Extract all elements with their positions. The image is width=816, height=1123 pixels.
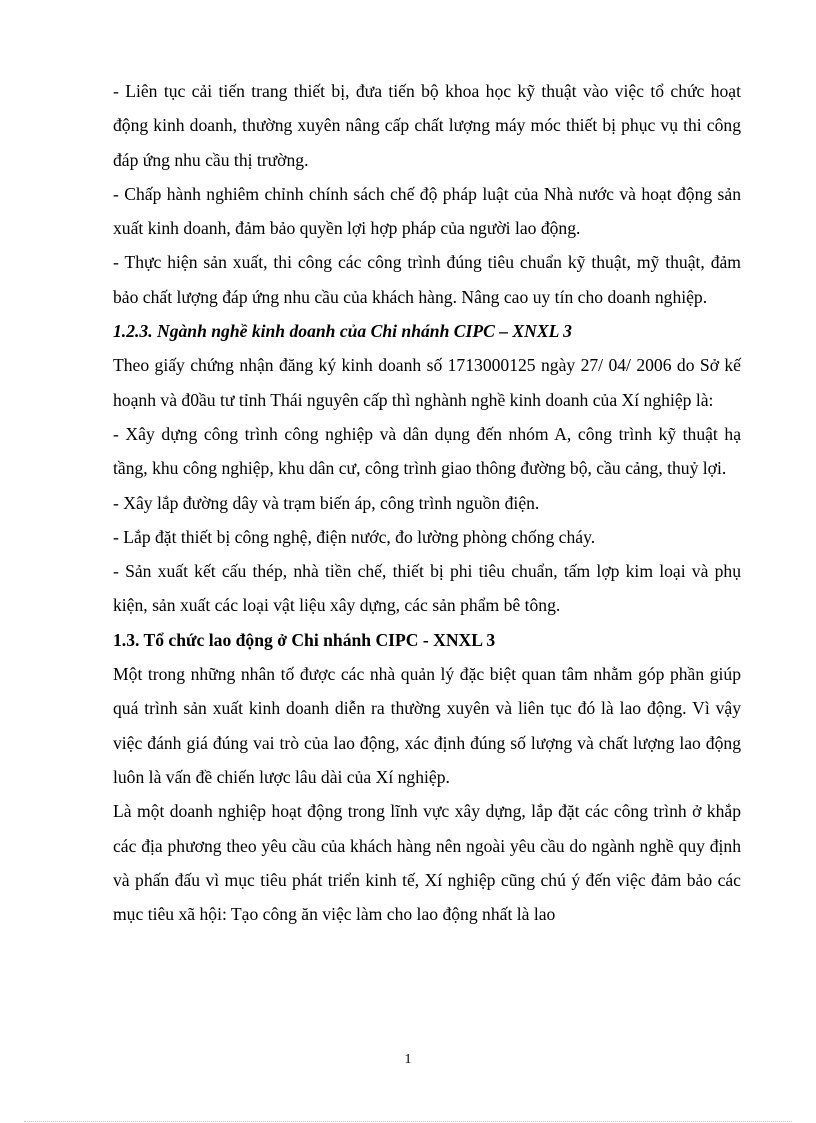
document-body bbox=[113, 74, 741, 931]
section-heading-1-3: 1.3. Tổ chức lao động ở Chi nhánh CIPC - XNXL 3 bbox=[113, 629, 496, 650]
list-item: - Xây dựng công trình công nghiệp và dân dụng đến nhóm A, công trình kỹ thuật hạ tầng, khu công nghiệp, khu dân cư, công trình giao thông đường bộ, cầu cảng, thuỷ lợi. bbox=[113, 423, 741, 479]
bullet-paragraph: - Thực hiện sản xuất, thi công các công trình đúng tiêu chuẩn kỹ thuật, mỹ thuật, đảm bảo chất lượng đáp ứng nhu cầu của khách hàng. Nâng cao uy tín cho doanh nghiệp. bbox=[113, 252, 741, 307]
page-number: 1 bbox=[404, 1052, 412, 1067]
body-paragraph: Là một doanh nghiệp hoạt động trong lĩnh vực xây dựng, lắp đặt các công trình ở khắp các địa phương theo yêu cầu của khách hàng nên ngoài yêu cầu do ngành nghề quy định và phấn đấu vì mục tiêu phát triển kinh tế, Xí nghiệp cũng chú ý đến việc đảm bảo các mục tiêu xã hội: Tạo công ăn việc làm cho lao động nhất là lao bbox=[113, 801, 741, 925]
bullet-paragraph: - Chấp hành nghiêm chỉnh chính sách chế độ pháp luật của Nhà nước và hoạt động sản xuất kinh doanh, đảm bảo quyền lợi hợp pháp của người lao động. bbox=[113, 183, 741, 239]
body-paragraph: Một trong những nhân tố được các nhà quản lý đặc biệt quan tâm nhằm góp phần giúp quá trình sản xuất kinh doanh diễn ra thường xuyên và liên tục đó là lao động. Vì vậy việc đánh giá đúng vai trò của lao động, xác định đúng số lượng và chất lượng lao động luôn là vấn đề chiến lược lâu dài của Xí nghiệp. bbox=[113, 664, 741, 787]
list-item: - Xây lắp đường dây và trạm biến áp, công trình nguồn điện. bbox=[113, 492, 540, 513]
body-paragraph: Theo giấy chứng nhận đăng ký kinh doanh số 1713000125 ngày 27/ 04/ 2006 do Sở kế hoạnh và đ0ầu tư tỉnh Thái nguyên cấp thì nghành nghề kinh doanh của Xí nghiệp là: bbox=[113, 355, 741, 410]
section-heading-1-2-3: 1.2.3. Ngành nghề kinh doanh của Chi nhánh CIPC – XNXL 3 bbox=[113, 321, 572, 342]
page-edge-divider bbox=[24, 1121, 792, 1122]
list-item: - Sản xuất kết cấu thép, nhà tiền chế, thiết bị phi tiêu chuẩn, tấm lợp kim loại và phụ kiện, sản xuất các loại vật liệu xây dựng, các sản phẩm bê tông. bbox=[113, 561, 741, 616]
list-item: - Lắp đặt thiết bị công nghệ, điện nước, đo lường phòng chống cháy. bbox=[113, 526, 596, 547]
bullet-paragraph: - Liên tục cải tiến trang thiết bị, đưa tiến bộ khoa học kỹ thuật vào việc tổ chức hoạt động kinh doanh, thường xuyên nâng cấp chất lượng máy móc thiết bị phục vụ thi công đáp ứng nhu cầu thị trường. bbox=[113, 81, 741, 170]
